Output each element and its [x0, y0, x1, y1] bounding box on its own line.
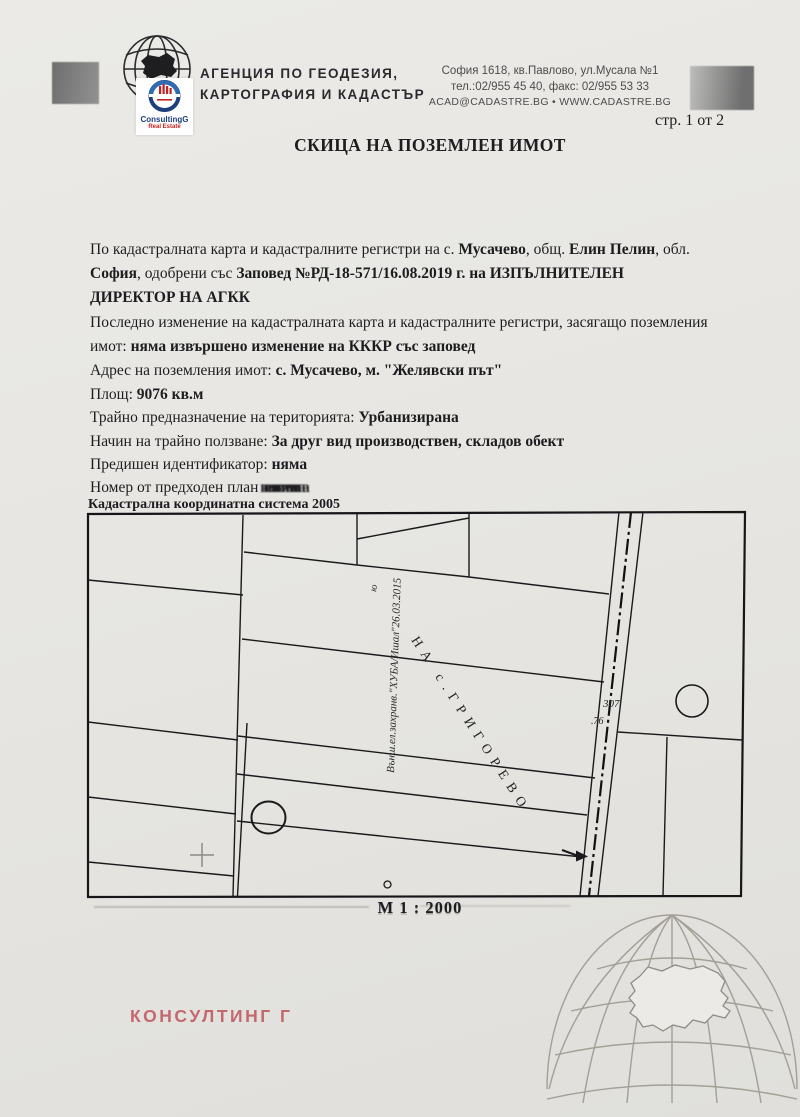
watermark-text: КОНСУЛТИНГ Г	[130, 1006, 293, 1026]
body-line-1: По кадастралната карта и кадастралните регистри на с. Мусачево, общ. Елин Пелин, обл.	[90, 241, 690, 258]
cross-marker-icon	[190, 843, 214, 867]
body-line-3: ДИРЕКТОР НА АГКК	[90, 289, 250, 306]
address-line2: тел.:02/955 45 40, факс: 02/955 53 33	[450, 80, 650, 93]
document-title: СКИЦА НА ПОЗЕМЛЕН ИМОТ	[294, 135, 566, 155]
road-destination-label: НА с.ГРИГОРЕВО	[408, 633, 534, 816]
agency-name-line1: АГЕНЦИЯ ПО ГЕОДЕЗИЯ,	[200, 66, 399, 81]
body-line-11: Номер от предходен план няма	[90, 479, 303, 496]
body-line-6: Адрес на поземления имот: с. Мусачево, м. "Желявски път"	[90, 362, 503, 379]
scan-artifact-dark-rectangle-right	[690, 66, 754, 110]
agency-name-line2: КАРТОГРАФИЯ И КАДАСТЪР	[200, 87, 425, 102]
address-line1: София 1618, кв.Павлово, ул.Мусала №1	[441, 65, 659, 77]
map-scale-label: М 1 : 2000	[377, 898, 463, 917]
scan-artifact-dark-rectangle-left	[52, 62, 99, 104]
body-line-4: Последно изменение на кадастралната карта и кадастралните регистри, засягащо поземления	[90, 314, 708, 331]
address-line3: ACAD@CADASTRE.BG • WWW.CADASTRE.BG	[428, 96, 672, 108]
map-annotation-rotated: Външ.ел.захранв."ХУБА/Ишал"26.03.2015	[385, 577, 404, 774]
agency-address-block	[415, 64, 685, 111]
globe-wireframe-icon	[545, 903, 800, 1103]
cadastral-map	[85, 510, 748, 900]
consultingg-logo	[136, 78, 193, 135]
body-line-8: Трайно предназначение на територията: Урбанизирана	[90, 409, 459, 426]
parcel-number-label: 307	[603, 698, 620, 710]
body-line-5: имот: няма извършено изменение на КККР със заповед	[90, 338, 476, 355]
parcel-number-2-label: .76	[591, 716, 604, 727]
scan-artifact-line	[94, 906, 369, 908]
coordinate-system-label: Кадастрална координатна система 2005	[88, 497, 340, 512]
bulgaria-outline	[629, 965, 730, 1031]
body-line-10: Предишен идентификатор: няма	[90, 456, 308, 473]
agency-name	[200, 63, 425, 105]
body-line-7: Площ: 9076 кв.м	[90, 386, 204, 403]
body-line-9: Начин на трайно ползване: За друг вид производствен, складов обект	[90, 433, 565, 450]
page-indicator: стр. 1 от 2	[655, 112, 725, 129]
consultingg-logo-subtitle: Real Estate	[148, 124, 181, 130]
map-annotation-extra: ю	[368, 583, 381, 593]
consultingg-emblem-icon	[136, 78, 193, 114]
body-line-2: София, одобрени със Заповед №РД-18-571/16.08.2019 г. на ИЗПЪЛНИТЕЛЕН	[90, 265, 624, 282]
consultingg-logo-name: ConsultingG	[140, 115, 189, 124]
